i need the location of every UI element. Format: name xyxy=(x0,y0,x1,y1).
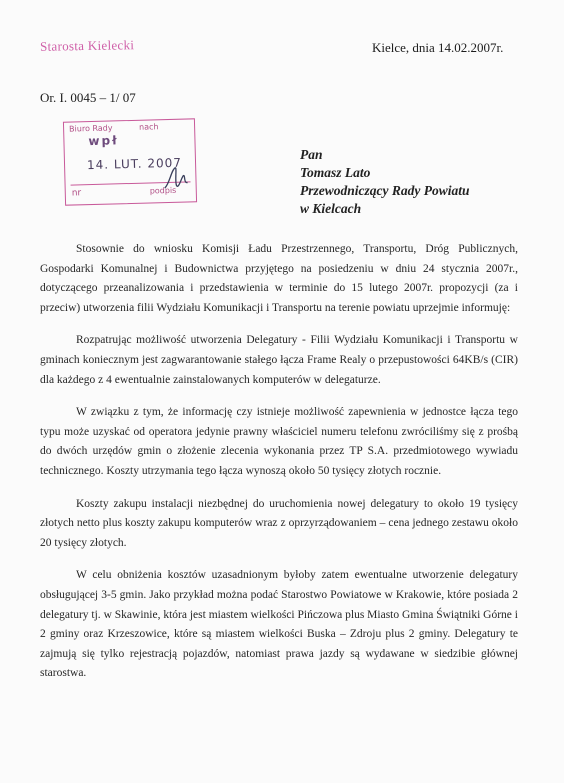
date-line: Kielce, dnia 14.02.2007r. xyxy=(372,40,504,55)
recipient-location: w Kielcach xyxy=(300,201,362,216)
stamp-number-label: nr xyxy=(71,188,82,199)
paragraph-3: W związku z tym, że informację czy istnieje możliwość zapewnienia w jednostce łącza tego typu może uzyskać od operatora jedynie prawny właściciel numeru telefonu zwróciliśmy się z prośbą do dwóch urzędów gmin o złożenie zlecenia wykonania przez TP S.A. przedmiotowego wywiadu technicznego. Koszty utrzymania tego łącza wynoszą około 50 tysięcy złotych rocznie. xyxy=(40,406,518,477)
recipient-address xyxy=(300,146,470,218)
handwritten-signature-icon xyxy=(161,163,192,194)
reference-number: Or. I. 0045 – 1/ 07 xyxy=(40,90,136,105)
recipient-salutation: Pan xyxy=(300,147,323,162)
registration-stamp xyxy=(63,118,197,205)
stamp-office: Biuro Rady nach xyxy=(68,122,159,134)
paragraph-4: Koszty zakupu instalacji niezbędnej do uruchomienia nowej delegatury to około 19 tysięcy złotych netto plus koszty zakupu komputerów wraz z oprzyrządowaniem – cena jednego zestawu około 20 tysięcy złotych. xyxy=(40,497,518,549)
paragraph-5: W celu obniżenia kosztów uzasadnionym byłoby zatem ewentualne utworzenie delegatury obsługującej 3-5 gmin. Jako przykład można podać Starostwo Powiatowe w Krakowie, które posiada 2 delegatury tj. w Skawinie, która jest miastem wielkości Pińczowa plus Miasto Gmina Świątniki Górne i 2 gminy oraz Krzeszowice, które są miastem wielkości Buska – Zdroju plus 2 gminy. Delegatury te zajmują się tylko rejestracją pojazdów, natomiast prawa jazdy są wydawane w siedzibie głównej starostwa. xyxy=(40,569,518,680)
stamp-date: 14. LUT. 2007 xyxy=(86,155,183,173)
paragraph-2: Rozpatrując możliwość utworzenia Delegatury - Filii Wydziału Komunikacji i Transportu w gminach koniecznym jest zagwarantowanie stałego łącza Frame Realy o przepustowości 64KB/s (CIR) dla każdego z 4 ewentualnie zainstalowanych komputerów w delegaturze. xyxy=(40,334,518,386)
stamp-received: wpł xyxy=(88,133,119,149)
paragraph-1: Stosownie do wniosku Komisji Ładu Przestrzennego, Transportu, Dróg Publicznych, Gospodarki Komunalnej i Budownictwa przyjętego na posiedzeniu w dniu 24 stycznia 2007r., dotyczącego przeanalizowania i przedstawienia w terminie do 15 lutego 2007r. propozycji (za i przeciw) utworzenia filii Wydziału Komunikacji i Transportu na terenie powiatu uprzejmie informuję: xyxy=(40,243,518,314)
letter-body xyxy=(40,240,518,697)
stamp-signature-label: podpis xyxy=(149,185,177,196)
sender-stamp: Starosta Kielecki xyxy=(39,37,135,54)
recipient-title: Przewodniczący Rady Powiatu xyxy=(300,183,470,198)
recipient-name: Tomasz Lato xyxy=(300,165,371,180)
